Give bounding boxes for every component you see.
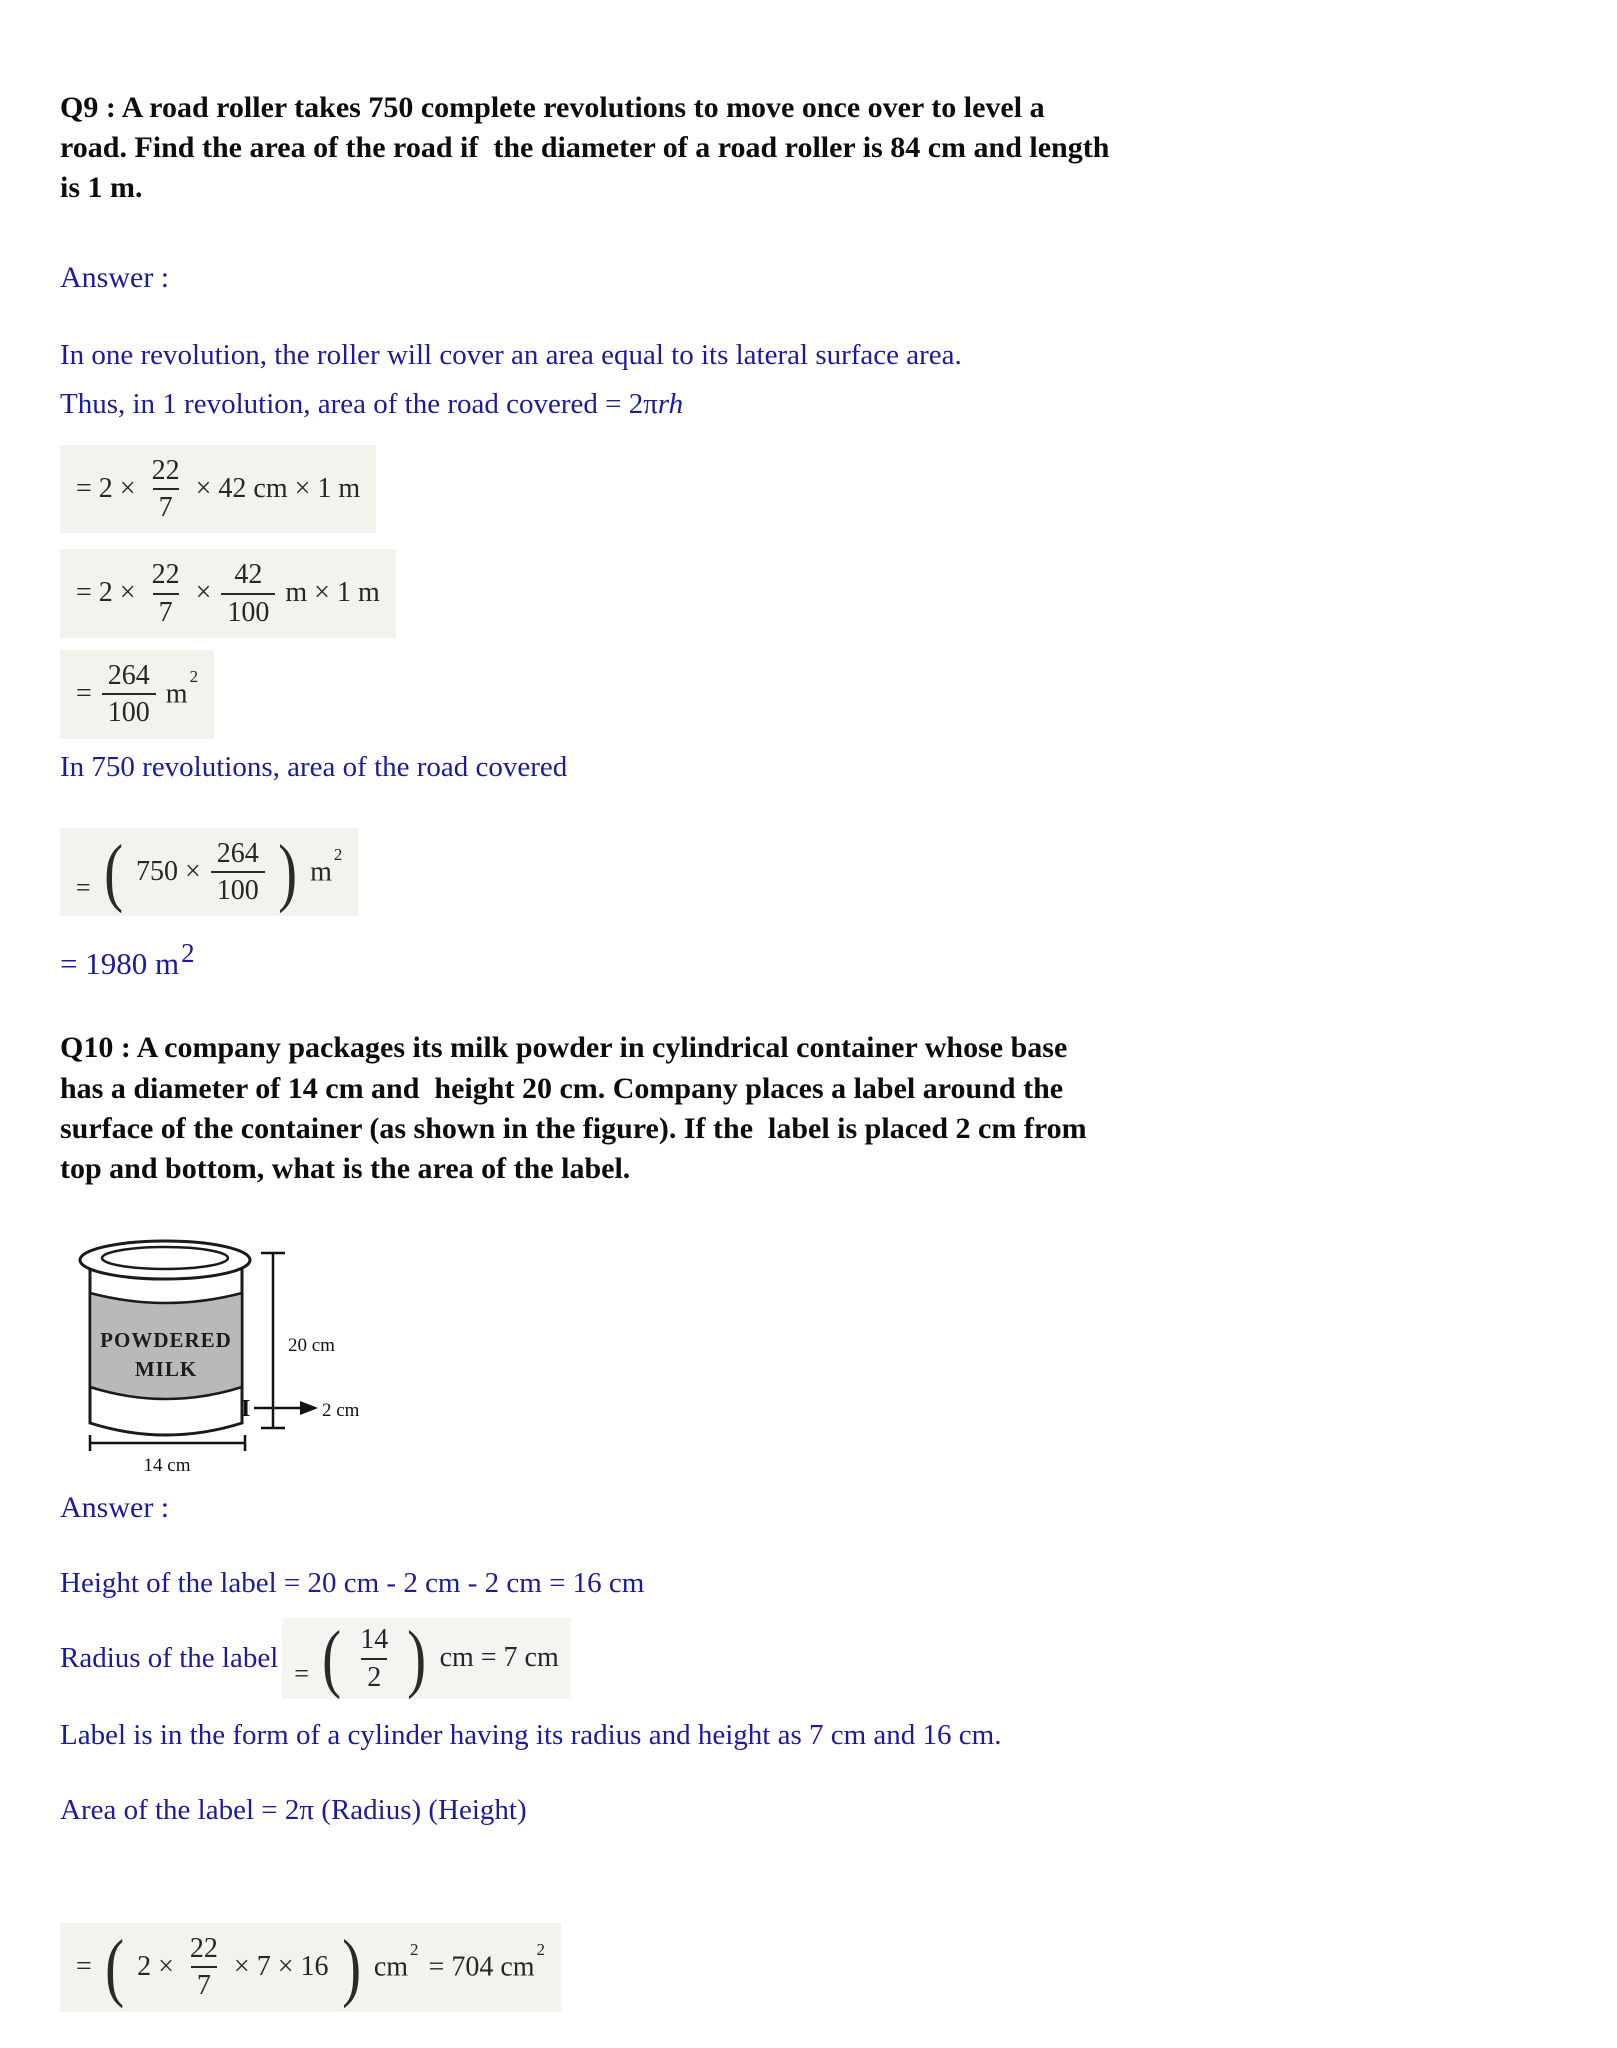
q9-heading-line: is 1 m. [60,171,143,205]
eq3-equals: = [76,677,92,709]
height-dimension-label: 20 cm [288,1335,335,1357]
eq3-fraction [102,660,156,729]
final-eq-numerator: 22 [189,1932,218,1964]
q9-paragraph-2 [60,388,1557,421]
q9-equation-1 [60,445,376,534]
final-eq-prefix: 2 × [137,1950,174,1982]
radius-eq-suffix: cm = 7 cm [439,1642,559,1674]
final-eq-exponent-2: 2 [536,1940,546,1960]
eq1-numerator: 22 [151,454,180,486]
eq2-fraction-1 [146,559,186,628]
eq4-close-paren: ) [277,829,297,914]
eq4-fraction [211,838,265,907]
q9-equation-4-row [60,828,1557,917]
eq1-suffix: × 42 cm × 1 m [195,472,361,504]
eq4-denominator: 100 [211,871,265,906]
eq2-numerator-1: 22 [151,559,180,591]
can-label-text-line1: POWDERED [100,1328,232,1353]
radius-eq-close-paren: ) [407,1616,427,1701]
q9-equation-3-row [60,650,1557,739]
q9-paragraph-1: In one revolution, the roller will cover an area equal to its lateral surface area. [60,338,962,371]
q10-final-equation [60,1923,561,2012]
q10-radius-line [60,1618,1557,1699]
q10-paragraph-3: Label is in the form of a cylinder having its radius and height as 7 cm and 16 cm. [60,1718,1002,1751]
eq1-fraction [146,455,186,524]
eq4-numerator: 264 [216,837,259,869]
eq4-unit [310,845,343,888]
final-eq-open-paren: ( [104,1924,124,2009]
q10-heading-line: has a diameter of 14 cm and height 20 cm. Company places a label around the [60,1071,1064,1105]
eq3-denominator: 100 [102,693,156,728]
eq2-denominator-1: 7 [153,593,179,628]
eq4-unit-text: m [310,856,332,888]
q9-equation-2-row [60,549,1557,638]
q9-paragraph-2-variables: rh [657,387,684,420]
eq2-times: × [195,577,212,609]
q9-equation-2 [60,549,396,638]
radius-eq-numerator: 14 [360,1624,389,1656]
q10-heading-line: Q10 : A company packages its milk powder in cylindrical container whose base [60,1031,1068,1065]
eq1-denominator: 7 [153,488,179,523]
final-eq-result-text: = 704 cm [428,1951,535,1983]
eq1-prefix: = 2 × [76,472,136,504]
q9-equation-3 [60,650,214,739]
final-eq-denominator: 7 [191,1966,217,2001]
q10-paragraph-1: Height of the label = 20 cm - 2 cm - 2 cm = 16 cm [60,1567,645,1600]
gap-marker-glyph: I [241,1396,251,1423]
final-eq-exponent-1: 2 [410,1940,419,1960]
q9-result [60,938,1557,982]
width-dimension-label: 14 cm [143,1455,191,1477]
radius-eq-denominator: 2 [361,1658,387,1693]
q9-paragraph-3: In 750 revolutions, area of the road covered [60,750,568,783]
q10-radius-label: Radius of the label [60,1642,279,1675]
eq2-numerator-2: 42 [234,559,263,591]
eq2-prefix: = 2 × [76,577,136,609]
q10-heading-line: surface of the container (as shown in the figure). If the label is placed 2 cm from [60,1111,1087,1145]
final-eq-inner-suffix: × 7 × 16 [233,1950,329,1982]
final-eq-unit-1-text: cm [373,1951,409,1983]
eq3-unit-text: m [165,678,188,710]
q9-heading-line: road. Find the area of the road if the diameter of a road roller is 84 cm and length [60,131,1110,165]
question-9-section [60,88,1557,982]
q10-final-equation-row [60,1923,1557,2012]
question-10-section [60,1028,1557,2011]
q9-heading [60,88,1557,209]
eq2-denominator-2: 100 [221,593,275,628]
q9-result-exponent: 2 [181,938,195,969]
can-label-text-line2: MILK [134,1357,198,1382]
eq4-equals: = [76,872,91,902]
eq2-suffix: m × 1 m [285,577,380,609]
gap-dimension-label: 2 cm [322,1400,360,1422]
q9-heading-line: Q9 : A road roller takes 750 complete revolutions to move once over to level a [60,91,1045,124]
final-eq-close-paren: ) [341,1924,361,2009]
q9-equation-4 [60,828,358,917]
q10-heading-line: top and bottom, what is the area of the label. [60,1152,631,1185]
eq4-inner-prefix: 750 × [135,855,201,887]
eq4-open-paren: ( [103,829,123,914]
eq3-exponent: 2 [189,667,199,687]
can-rim-inner [102,1247,228,1269]
q10-answer-label: Answer : [60,1491,170,1525]
final-eq-equals: = [76,1950,92,1982]
eq2-fraction-2 [221,559,275,628]
gap-arrow-head [300,1401,318,1415]
milk-can-figure [60,1235,460,1477]
eq3-unit [165,667,199,710]
eq3-numerator: 264 [107,660,150,691]
final-eq-unit-1 [373,1940,419,1983]
q10-paragraph-4: Area of the label = 2π (Radius) (Height) [60,1793,527,1826]
q9-paragraph-2-text: Thus, in 1 revolution, area of the road covered = 2π [60,387,658,420]
q9-equation-1-row [60,445,1557,534]
eq4-exponent: 2 [333,845,343,865]
final-eq-result [428,1940,546,1983]
radius-eq-equals: = [294,1659,309,1689]
radius-eq-fraction [354,1624,394,1693]
final-eq-fraction [184,1933,224,2002]
q10-radius-equation [282,1618,571,1699]
radius-eq-open-paren: ( [322,1616,342,1701]
q9-answer-label: Answer : [60,260,170,294]
q10-heading [60,1028,1557,1189]
q9-result-text: = 1980 m [60,946,180,982]
